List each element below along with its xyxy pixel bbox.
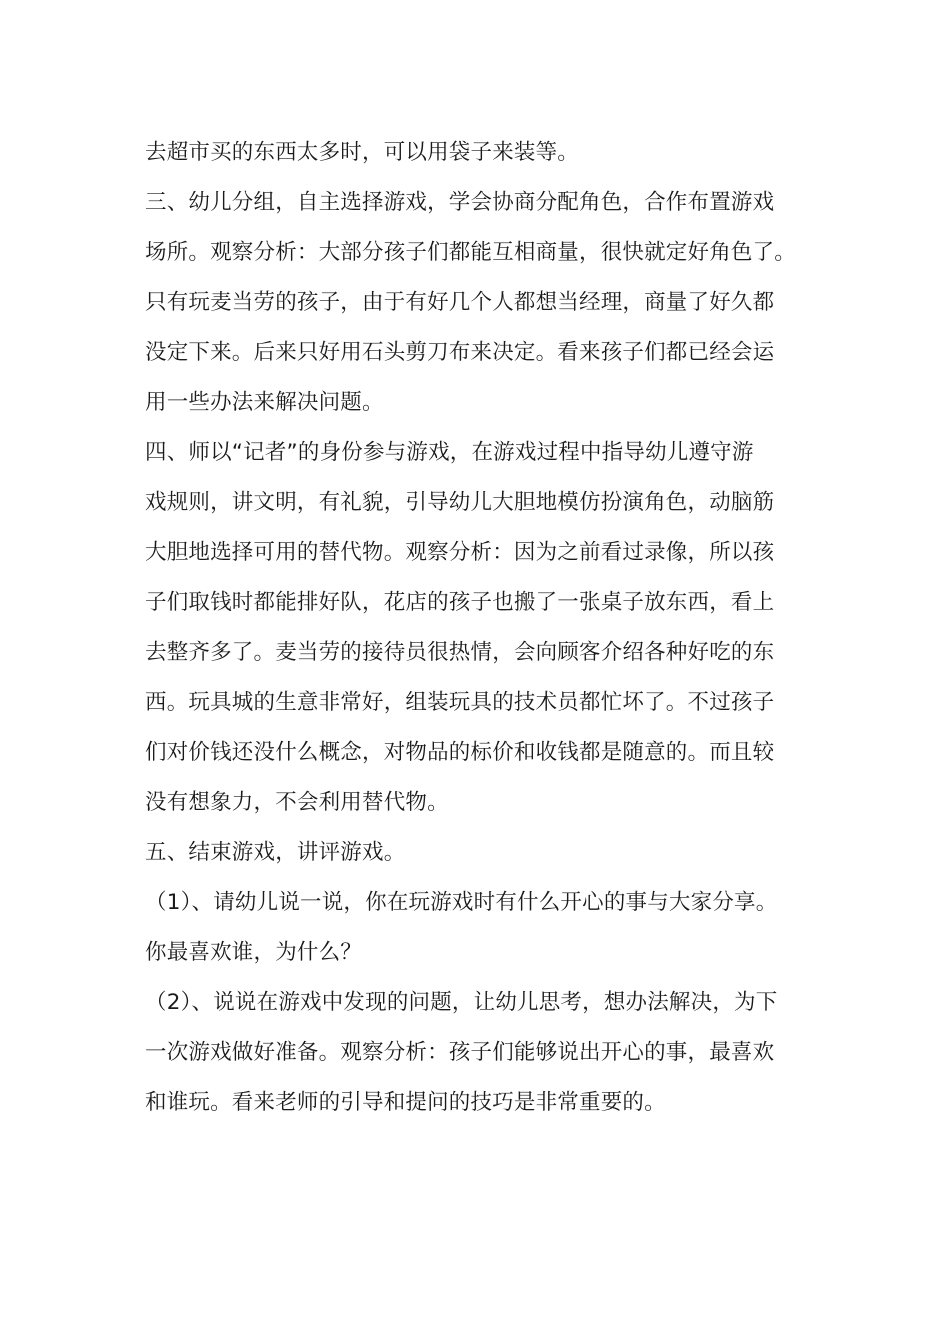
- body-text: [145, 128, 825, 1128]
- text-line: 场所。观察分析：大部分孩子们都能互相商量，很快就定好角色了。: [145, 240, 797, 265]
- text-line: 一次游戏做好准备。观察分析：孩子们能够说出开心的事，最喜欢: [145, 1040, 775, 1065]
- text-line: 去整齐多了。麦当劳的接待员很热情，会向顾客介绍各种好吃的东: [145, 640, 775, 665]
- text-line: 西。玩具城的生意非常好，组装玩具的技术员都忙坏了。不过孩子: [145, 690, 775, 715]
- text-line: 戏规则，讲文明，有礼貌，引导幼儿大胆地模仿扮演角色，动脑筋: [145, 490, 775, 515]
- text-line: 只有玩麦当劳的孩子，由于有好几个人都想当经理，商量了好久都: [145, 290, 775, 315]
- text-line: 四、师以“记者”的身份参与游戏，在游戏过程中指导幼儿遵守游: [145, 440, 754, 465]
- text-line: 五、结束游戏，讲评游戏。: [145, 840, 406, 865]
- text-line: （2）、说说在游戏中发现的问题，让幼儿思考，想办法解决，为下: [145, 990, 778, 1015]
- text-line: 三、幼儿分组，自主选择游戏，学会协商分配角色，合作布置游戏: [145, 190, 775, 215]
- text-line: 们对价钱还没什么概念，对物品的标价和收钱都是随意的。而且较: [145, 740, 775, 765]
- text-line: 用一些办法来解决问题。: [145, 390, 384, 415]
- text-line: 大胆地选择可用的替代物。观察分析：因为之前看过录像，所以孩: [145, 540, 775, 565]
- text-line: 没有想象力，不会利用替代物。: [145, 790, 449, 815]
- text-line: 子们取钱时都能排好队，花店的孩子也搬了一张桌子放东西，看上: [145, 590, 775, 615]
- text-line: 和谁玩。看来老师的引导和提问的技巧是非常重要的。: [145, 1090, 666, 1115]
- text-line: 去超市买的东西太多时，可以用袋子来装等。: [145, 140, 580, 165]
- text-line: 你最喜欢谁，为什么？: [145, 940, 363, 965]
- text-line: （1）、请幼儿说一说，你在玩游戏时有什么开心的事与大家分享。: [145, 890, 778, 915]
- text-line: 没定下来。后来只好用石头剪刀布来决定。看来孩子们都已经会运: [145, 340, 775, 365]
